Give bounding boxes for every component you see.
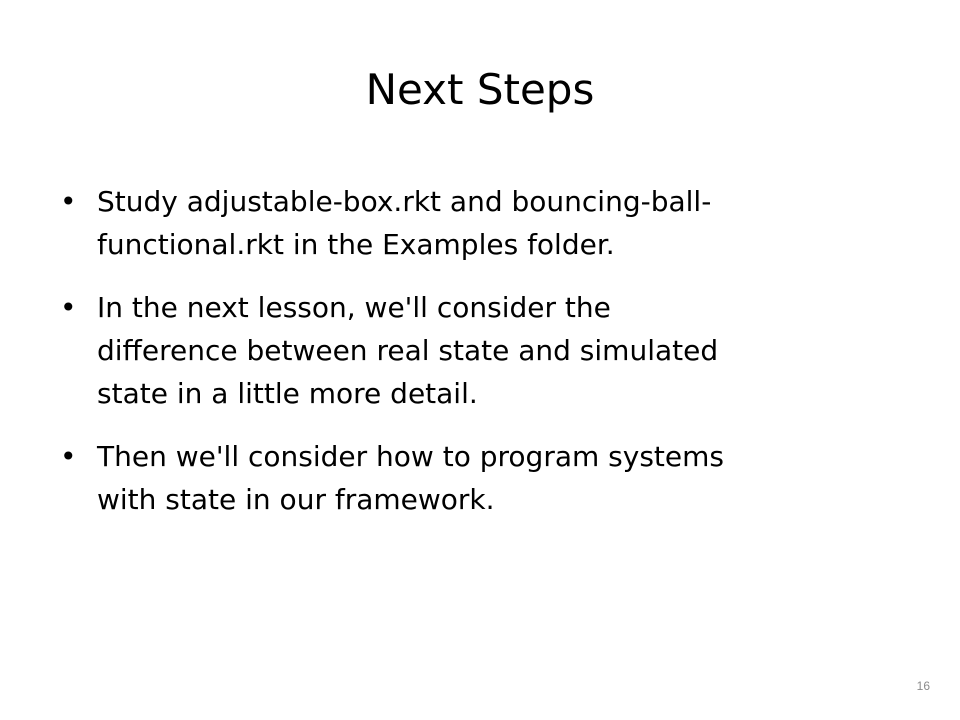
slide-title: Next Steps [365,65,595,114]
bullet-line: difference between real state and simulated [97,334,719,367]
bullet-list [60,180,890,541]
bullet-line: with state in our framework. [97,483,495,516]
bullet-line: state in a little more detail. [97,377,478,410]
bullet-icon: • [60,291,77,324]
bullet-icon: • [60,185,77,218]
bullet-line: Study adjustable-box.rkt and bouncing-ball- [97,185,712,218]
bullet-line: Then we'll consider how to program systems [97,440,724,473]
bullet-item [60,435,890,521]
bullet-item [60,180,890,266]
bullet-icon: • [60,440,77,473]
page-number: 16 [916,679,930,693]
bullet-line: functional.rkt in the Examples folder. [97,228,615,261]
bullet-item [60,286,890,415]
bullet-line: In the next lesson, we'll consider the [97,291,611,324]
